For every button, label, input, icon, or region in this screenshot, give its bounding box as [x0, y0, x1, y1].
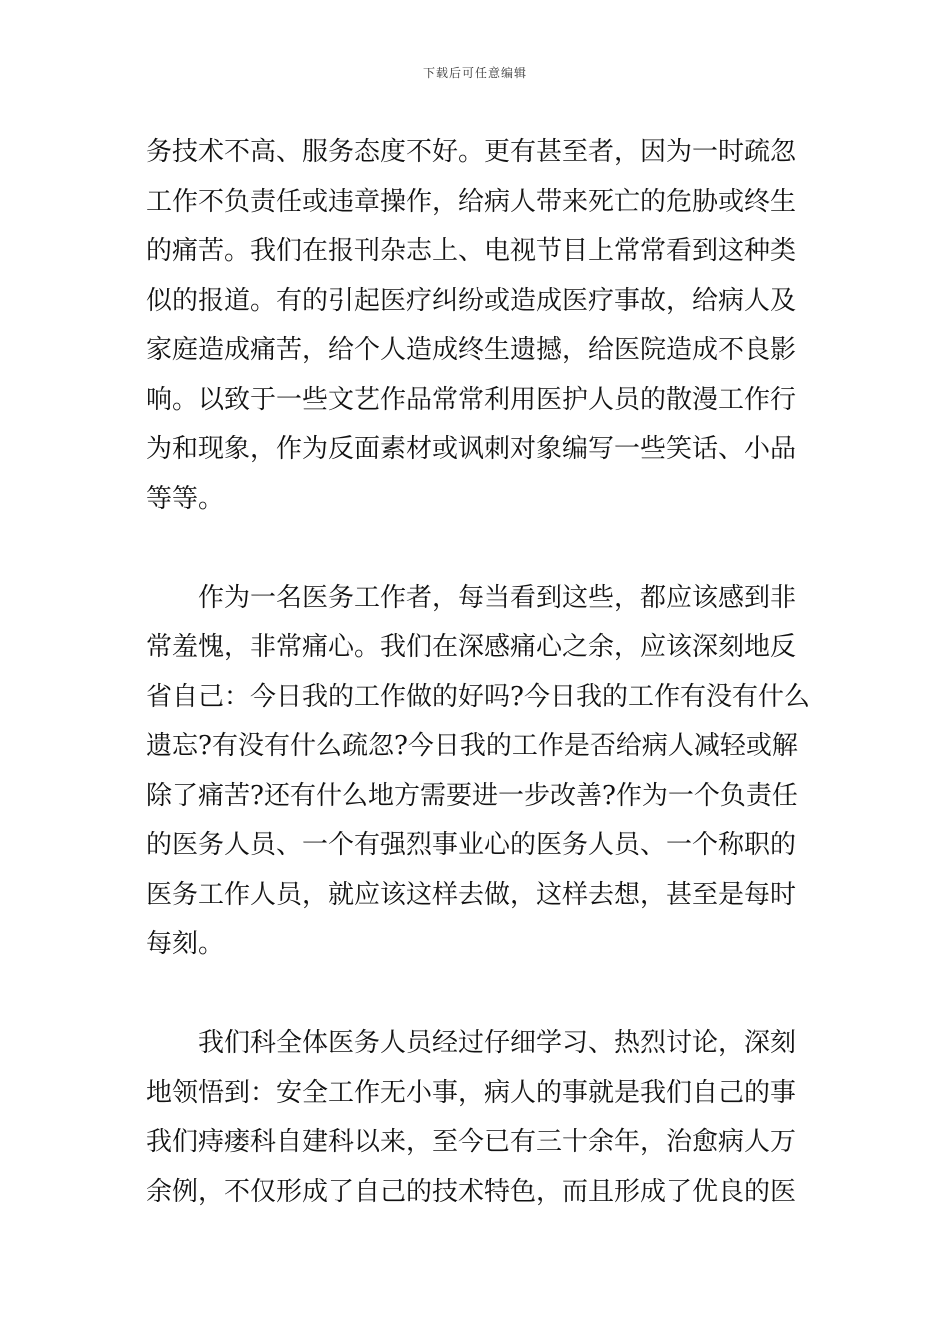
header-note: 下载后可任意编辑: [422, 66, 527, 80]
paragraph-1: [146, 128, 810, 524]
paragraph-3: [146, 1019, 810, 1217]
text-line: 地领悟到：安全工作无小事，病人的事就是我们自己的事: [146, 1077, 797, 1108]
text-line: 省自己：今日我的工作做的好吗?今日我的工作有没有什么: [146, 681, 810, 712]
text-line: 似的报道。有的引起医疗纠纷或造成医疗事故，给病人及: [146, 285, 797, 316]
text-line: 我们痔瘘科自建科以来，至今已有三十余年，治愈病人万: [146, 1127, 797, 1157]
paragraph-gap: [146, 970, 810, 1020]
document-body: [146, 128, 810, 1217]
text-line: 医务工作人员，就应该这样去做，这样去想，甚至是每时: [146, 879, 797, 910]
text-line: 除了痛苦?还有什么地方需要进一步改善?作为一个负责任: [146, 780, 798, 811]
text-line: 余例，不仅形成了自己的技术特色，而且形成了优良的医: [146, 1176, 797, 1207]
text-line: 每刻。: [146, 929, 225, 959]
text-line: 务技术不高、服务态度不好。更有甚至者，因为一时疏忽: [146, 137, 797, 167]
text-line: 作为一名医务工作者，每当看到这些，都应该感到非: [198, 582, 797, 613]
text-line: 的医务人员、一个有强烈事业心的医务人员、一个称职的: [146, 830, 797, 860]
text-line: 家庭造成痛苦，给个人造成终生遗撼，给医院造成不良影: [146, 335, 797, 365]
text-line: 的痛苦。我们在报刊杂志上、电视节目上常常看到这种类: [146, 236, 797, 266]
text-line: 等等。: [146, 483, 225, 514]
text-line: 响。以致于一些文艺作品常常利用医护人员的散漫工作行: [146, 384, 797, 415]
paragraph-gap: [146, 524, 810, 574]
text-line: 常羞愧，非常痛心。我们在深感痛心之余，应该深刻地反: [146, 632, 797, 662]
paragraph-2: [146, 574, 810, 970]
text-line: 为和现象，作为反面素材或讽刺对象编写一些笑话、小品: [146, 434, 797, 464]
text-line: 遗忘?有没有什么疏忽?今日我的工作是否给病人减轻或解: [146, 731, 798, 761]
text-line: 工作不负责任或违章操作，给病人带来死亡的危胁或终生: [146, 186, 797, 217]
text-line: 我们科全体医务人员经过仔细学习、热烈讨论，深刻: [198, 1028, 797, 1058]
